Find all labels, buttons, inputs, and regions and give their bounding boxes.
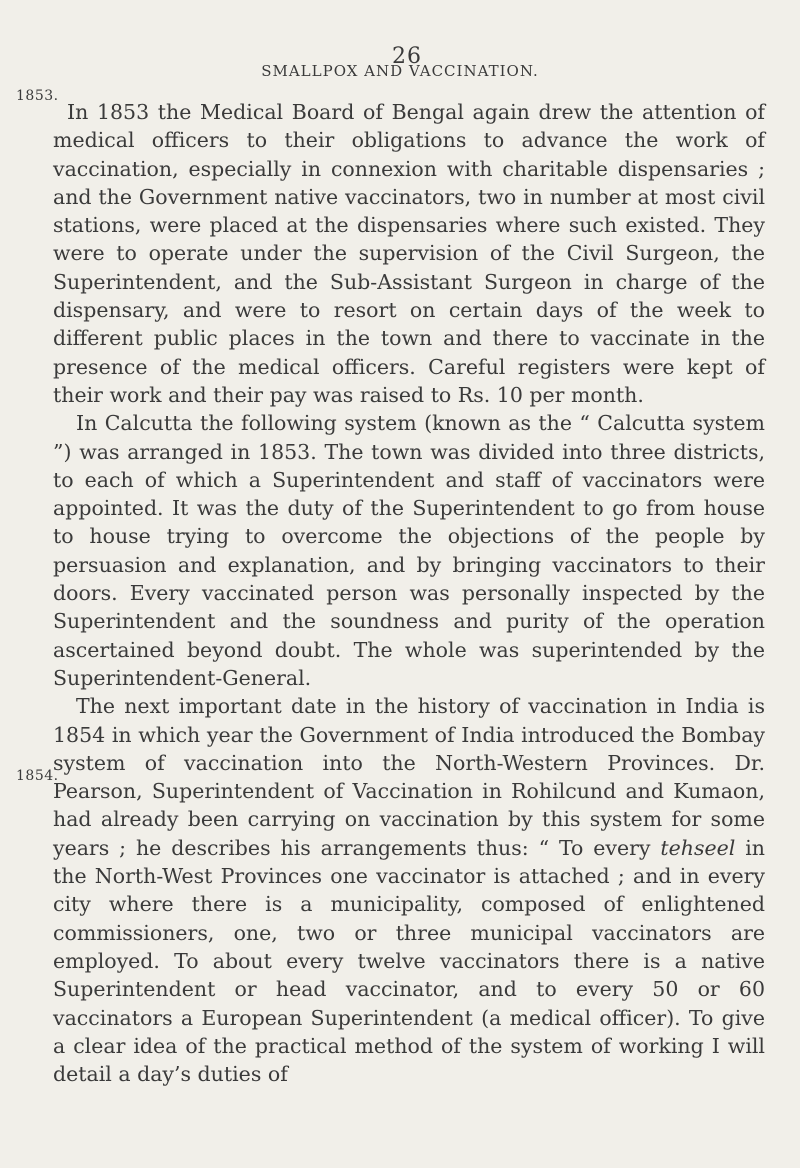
page-number: 26 xyxy=(392,44,422,69)
paragraph-1: In 1853 the Medical Board of Bengal again drew the attention of medical officers to their obligations to advance the work of vaccination, especially in connexion with charitable dispensaries ; and the Government native vaccinators, two in number at most civil stations, were placed at the dispensaries where such existed. They were to operate under the supervision of the Civil Surgeon, the Superintendent, and the Sub-Assistant Surgeon in charge of the dispensary, and were to resort on certain days of the week to different public places in the town and there to vaccinate in the presence of the medical officers. Careful registers were kept of their work and their pay was raised to Rs. 10 per month. xyxy=(53,100,765,407)
body-text xyxy=(53,98,765,1088)
paragraph-3-text-after: in the North-West Provinces one vaccinator is attached ; and in every city where there is a municipality, composed of enlightened commissioners, one, two or three municipal vaccinators are employed. To about every twelve vaccinators there is a native Superintendent or head vaccinator, and to every 50 or 60 vaccinators a European Superintendent (a medical officer). To give a clear idea of the practical method of the system of working I will detail a day’s duties of xyxy=(53,835,766,1087)
paragraph-3-text-before: The next important date in the history of vaccination in India is 1854 in which year the Government of India introduced the Bombay system of vaccination into the North-Western Provinces. Dr. Pearson, Superintendent of Vaccination in Rohilcund and Kumaon, had already been carrying on vaccination by this system for some years ; he describes his arrangements thus: “ To every xyxy=(53,694,765,860)
italic-term: tehseel xyxy=(660,835,736,860)
running-head: SMALLPOX AND VACCINATION. xyxy=(261,62,539,80)
paragraph-2: In Calcutta the following system (known as the “ Calcutta system ”) was arranged in 1853. The town was divided into three districts, to each of which a Superintendent and staff of vaccinators were appointed. It was the duty of the Superintendent to go from house to house trying to overcome the objections of the people by persuasion and explanation, and by bringing vaccinators to their doors. Every vaccinated person was personally inspected by the Superintendent and the soundness and purity of the operation ascertained beyond doubt. The whole was superintended by the Superintendent-General. xyxy=(53,411,765,690)
paragraph-3 xyxy=(53,692,765,1088)
margin-note-1853: 1853. xyxy=(16,88,59,104)
margin-note-1854: 1854. xyxy=(16,768,59,784)
